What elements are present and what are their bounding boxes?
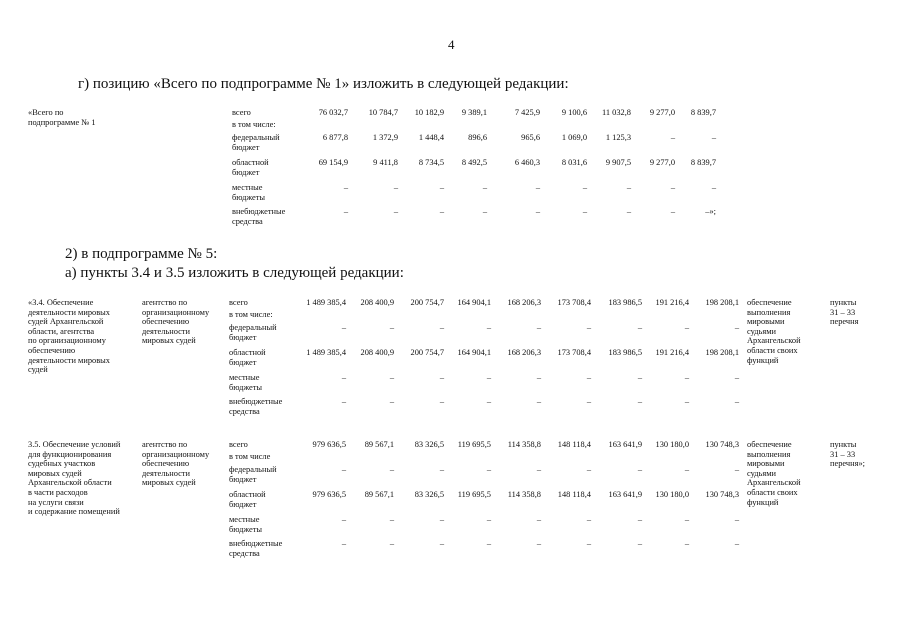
dash-cell: –: [341, 323, 346, 332]
heading-g: г) позицию «Всего по подпрограмме № 1» изложить в следующей редакции:: [78, 76, 569, 92]
result-line: обеспечение: [747, 440, 792, 449]
amount-cell: 979 636,5: [312, 490, 346, 499]
item-name-line: Архангельской области: [28, 478, 112, 488]
amount-cell: 164 904,1: [457, 348, 491, 357]
dash-cell: –: [637, 515, 642, 524]
source-label: внебюджетные: [229, 397, 283, 406]
amount-cell: 1 372,9: [372, 133, 398, 142]
amount-cell: 10 784,7: [368, 108, 398, 117]
amount-cell: 164 904,1: [457, 298, 491, 307]
dash-cell: –: [439, 397, 444, 406]
amount-cell: 9 389,1: [461, 108, 487, 117]
dash-cell: –: [486, 397, 491, 406]
dash-cell: –: [670, 133, 675, 142]
executor-line: агентство по: [142, 440, 188, 449]
source-label: средства: [232, 216, 263, 226]
dash-cell: –: [439, 539, 444, 548]
result-line: выполнения: [747, 307, 791, 317]
source-label: федеральный: [229, 323, 277, 332]
amount-cell: 8 839,7: [690, 108, 716, 117]
result-line: судьями: [747, 468, 776, 478]
amount-cell: 896,6: [468, 133, 487, 142]
reference-line: 31 – 33: [830, 449, 856, 459]
amount-cell: 119 695,5: [457, 490, 491, 499]
dash-cell: –: [393, 183, 398, 192]
source-label: в том числе: [229, 452, 271, 461]
dash-cell: –: [341, 397, 346, 406]
amount-cell: 130 180,0: [655, 490, 689, 499]
dash-cell: –: [684, 397, 689, 406]
result-line: функций: [747, 497, 779, 507]
executor-line: организационному: [142, 449, 210, 459]
amount-cell: 1 489 385,4: [306, 298, 346, 307]
amount-cell: 6 460,3: [514, 158, 540, 167]
result-line: выполнения: [747, 449, 791, 459]
dash-cell: –: [389, 465, 394, 474]
source-label: бюджет: [229, 332, 257, 342]
dash-cell: –: [626, 183, 631, 192]
dash-cell: –: [341, 539, 346, 548]
executor-line: деятельности: [142, 468, 190, 478]
executor-line: мировых судей: [142, 336, 196, 346]
result-line: Архангельской: [747, 478, 801, 488]
amount-cell: 8 839,7: [690, 158, 716, 167]
amount-cell: 130 748,3: [705, 440, 739, 449]
amount-cell: 168 206,3: [507, 348, 541, 357]
amount-cell: 163 641,9: [608, 440, 642, 449]
amount-cell: 76 032,7: [318, 108, 348, 117]
source-label: всего: [229, 440, 248, 449]
amount-cell: 114 358,8: [507, 440, 541, 449]
dash-cell: –: [439, 465, 444, 474]
dash-cell: –: [439, 515, 444, 524]
amount-cell: 7 425,9: [514, 108, 540, 117]
dash-cell: –: [439, 373, 444, 382]
dash-cell: –: [711, 133, 716, 142]
amount-cell: 173 708,4: [557, 298, 591, 307]
dash-cell: –: [536, 323, 541, 332]
result-line: мировыми: [747, 317, 785, 327]
item-name-line: по организационному: [28, 336, 106, 346]
dash-cell: –: [637, 465, 642, 474]
source-label: бюджеты: [229, 524, 263, 534]
dash-cell: –: [586, 539, 591, 548]
dash-cell: –: [439, 207, 444, 216]
item-name-line: судебных участков: [28, 459, 96, 469]
amount-cell: 10 182,9: [414, 108, 444, 117]
dash-cell: –: [535, 207, 540, 216]
dash-cell: –: [734, 465, 739, 474]
amount-cell: 11 032,8: [601, 108, 631, 117]
source-label: средства: [229, 548, 260, 558]
source-label: областной: [232, 158, 269, 167]
heading-a: а) пункты 3.4 и 3.5 изложить в следующей редакции:: [65, 265, 404, 281]
executor-line: обеспечению: [142, 459, 190, 469]
amount-cell: 200 754,7: [410, 348, 444, 357]
amount-cell: 9 277,0: [649, 108, 675, 117]
source-label: внебюджетные: [232, 207, 286, 216]
block-title-line: «Всего по: [28, 108, 64, 117]
source-label: бюджет: [229, 499, 257, 509]
amount-cell: 168 206,3: [507, 298, 541, 307]
dash-cell: –»;: [705, 207, 716, 216]
amount-cell: 191 216,4: [655, 298, 689, 307]
dash-cell: –: [439, 323, 444, 332]
source-label: всего: [232, 108, 251, 117]
item-name-line: и содержание помещений: [28, 507, 120, 517]
dash-cell: –: [684, 465, 689, 474]
amount-cell: 9 907,5: [605, 158, 631, 167]
result-line: судьями: [747, 326, 776, 336]
amount-cell: 89 567,1: [364, 490, 394, 499]
dash-cell: –: [536, 397, 541, 406]
amount-cell: 9 277,0: [649, 158, 675, 167]
dash-cell: –: [389, 515, 394, 524]
item-name-line: области, агентства: [28, 326, 95, 336]
amount-cell: 979 636,5: [312, 440, 346, 449]
dash-cell: –: [582, 183, 587, 192]
dash-cell: –: [586, 465, 591, 474]
item-name-line: обеспечению: [28, 346, 76, 355]
source-label: бюджет: [229, 357, 257, 367]
amount-cell: 9 100,6: [561, 108, 587, 117]
dash-cell: –: [536, 515, 541, 524]
dash-cell: –: [482, 183, 487, 192]
dash-cell: –: [670, 207, 675, 216]
dash-cell: –: [586, 515, 591, 524]
result-line: Архангельской: [747, 336, 801, 346]
dash-cell: –: [343, 183, 348, 192]
source-label: бюджет: [232, 167, 260, 177]
dash-cell: –: [486, 539, 491, 548]
dash-cell: –: [637, 397, 642, 406]
item-name-line: судей: [28, 365, 48, 375]
source-label: областной: [229, 348, 266, 357]
amount-cell: 1 448,4: [418, 133, 444, 142]
amount-cell: 8 031,6: [561, 158, 587, 167]
dash-cell: –: [536, 373, 541, 382]
amount-cell: 173 708,4: [557, 348, 591, 357]
dash-cell: –: [389, 373, 394, 382]
result-line: области своих: [747, 488, 798, 497]
dash-cell: –: [482, 207, 487, 216]
amount-cell: 83 326,5: [414, 440, 444, 449]
dash-cell: –: [684, 373, 689, 382]
dash-cell: –: [486, 515, 491, 524]
dash-cell: –: [734, 397, 739, 406]
dash-cell: –: [486, 323, 491, 332]
dash-cell: –: [341, 465, 346, 474]
item-name-line: «3.4. Обеспечение: [28, 298, 94, 307]
dash-cell: –: [637, 373, 642, 382]
executor-line: организационному: [142, 307, 210, 317]
dash-cell: –: [637, 323, 642, 332]
result-line: мировыми: [747, 459, 785, 469]
dash-cell: –: [389, 539, 394, 548]
dash-cell: –: [486, 373, 491, 382]
result-line: области своих: [747, 346, 798, 355]
amount-cell: 183 986,5: [608, 348, 642, 357]
dash-cell: –: [536, 465, 541, 474]
source-label: внебюджетные: [229, 539, 283, 548]
item-name-line: 3.5. Обеспечение условий: [28, 440, 121, 449]
amount-cell: 1 125,3: [605, 133, 631, 142]
amount-cell: 6 877,8: [322, 133, 348, 142]
reference-line: 31 – 33: [830, 307, 856, 317]
amount-cell: 198 208,1: [705, 348, 739, 357]
executor-line: мировых судей: [142, 478, 196, 488]
amount-cell: 83 326,5: [414, 490, 444, 499]
dash-cell: –: [626, 207, 631, 216]
amount-cell: 9 411,8: [373, 158, 398, 167]
source-label: в том числе:: [229, 310, 273, 319]
amount-cell: 965,6: [521, 133, 540, 142]
executor-line: агентство по: [142, 298, 188, 307]
source-label: федеральный: [232, 133, 280, 142]
page-number: 4: [448, 37, 455, 52]
heading-subprogram-5: 2) в подпрограмме № 5:: [65, 246, 218, 262]
source-label: местные: [229, 373, 260, 382]
dash-cell: –: [582, 207, 587, 216]
amount-cell: 208 400,9: [360, 298, 394, 307]
executor-line: обеспечению: [142, 317, 190, 327]
dash-cell: –: [536, 539, 541, 548]
amount-cell: 8 492,5: [461, 158, 487, 167]
reference-line: пункты: [830, 440, 857, 449]
dash-cell: –: [684, 515, 689, 524]
amount-cell: 8 734,5: [418, 158, 444, 167]
amount-cell: 148 118,4: [557, 440, 591, 449]
amount-cell: 130 748,3: [705, 490, 739, 499]
reference-line: пункты: [830, 298, 857, 307]
amount-cell: 191 216,4: [655, 348, 689, 357]
item-name-line: мировых судей: [28, 468, 82, 478]
source-label: федеральный: [229, 465, 277, 474]
source-label: местные: [232, 183, 263, 192]
amount-cell: 130 180,0: [655, 440, 689, 449]
dash-cell: –: [393, 207, 398, 216]
result-line: функций: [747, 355, 779, 365]
amount-cell: 148 118,4: [557, 490, 591, 499]
dash-cell: –: [711, 183, 716, 192]
amount-cell: 198 208,1: [705, 298, 739, 307]
source-label: бюджеты: [229, 382, 263, 392]
source-label: в том числе:: [232, 120, 276, 129]
source-label: местные: [229, 515, 260, 524]
dash-cell: –: [341, 515, 346, 524]
dash-cell: –: [734, 323, 739, 332]
amount-cell: 1 489 385,4: [306, 348, 346, 357]
amount-cell: 200 754,7: [410, 298, 444, 307]
item-name-line: судей Архангельской: [28, 317, 104, 327]
dash-cell: –: [343, 207, 348, 216]
result-line: обеспечение: [747, 298, 792, 307]
dash-cell: –: [341, 373, 346, 382]
amount-cell: 119 695,5: [457, 440, 491, 449]
amount-cell: 163 641,9: [608, 490, 642, 499]
amount-cell: 69 154,9: [318, 158, 348, 167]
item-name-line: деятельности мировых: [28, 307, 110, 317]
executor-line: деятельности: [142, 326, 190, 336]
source-label: областной: [229, 490, 266, 499]
dash-cell: –: [734, 373, 739, 382]
dash-cell: –: [439, 183, 444, 192]
item-name-line: для функционирования: [28, 449, 112, 459]
dash-cell: –: [734, 515, 739, 524]
dash-cell: –: [586, 373, 591, 382]
source-label: бюджеты: [232, 192, 266, 202]
amount-cell: 114 358,8: [507, 490, 541, 499]
source-label: средства: [229, 406, 260, 416]
amount-cell: 1 069,0: [561, 133, 587, 142]
item-name-line: в части расходов: [28, 488, 88, 497]
source-label: всего: [229, 298, 248, 307]
reference-line: перечня»;: [830, 459, 865, 469]
dash-cell: –: [670, 183, 675, 192]
dash-cell: –: [684, 323, 689, 332]
amount-cell: 89 567,1: [364, 440, 394, 449]
amount-cell: 183 986,5: [608, 298, 642, 307]
source-label: бюджет: [232, 142, 260, 152]
dash-cell: –: [684, 539, 689, 548]
dash-cell: –: [734, 539, 739, 548]
dash-cell: –: [389, 397, 394, 406]
dash-cell: –: [637, 539, 642, 548]
dash-cell: –: [389, 323, 394, 332]
dash-cell: –: [535, 183, 540, 192]
reference-line: перечня: [830, 317, 859, 327]
dash-cell: –: [586, 323, 591, 332]
dash-cell: –: [586, 397, 591, 406]
amount-cell: 208 400,9: [360, 348, 394, 357]
source-label: бюджет: [229, 474, 257, 484]
item-name-line: на услуги связи: [28, 497, 84, 507]
dash-cell: –: [486, 465, 491, 474]
item-name-line: деятельности мировых: [28, 355, 110, 365]
block-title-line: подпрограмме № 1: [28, 117, 96, 127]
